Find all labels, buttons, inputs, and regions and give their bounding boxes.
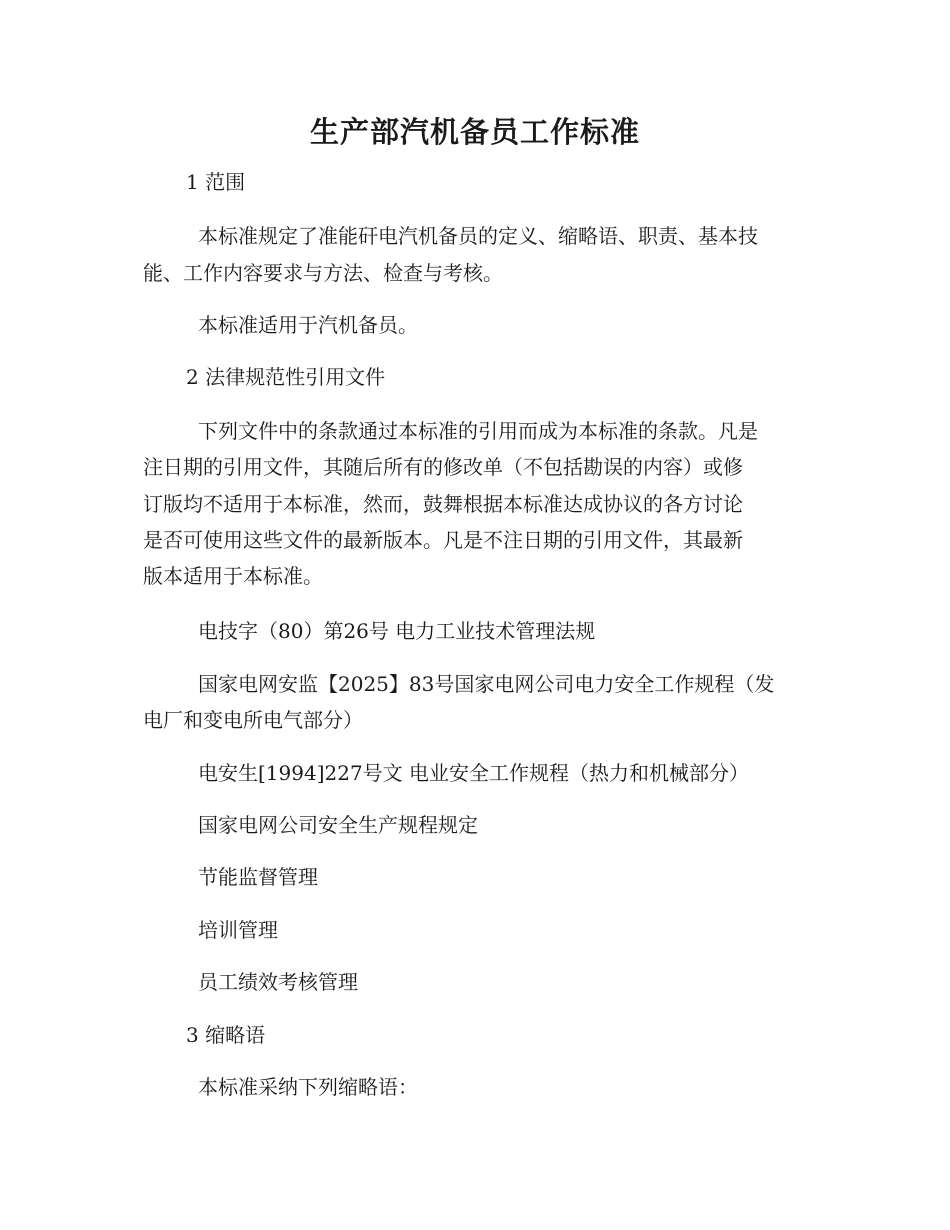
scope-applicability-paragraph: 本标准适用于汽机备员。 <box>198 313 418 337</box>
abbreviations-intro-paragraph: 本标准采纳下列缩略语： <box>198 1075 418 1099</box>
section-3-heading: 3 缩略语 <box>186 1023 266 1047</box>
section-2-heading: 2 法律规范性引用文件 <box>186 365 386 389</box>
reference-item: 员工绩效考核管理 <box>198 970 358 994</box>
references-paragraph-line-4: 是否可使用这些文件的最新版本。凡是不注日期的引用文件，其最新 <box>143 528 743 552</box>
reference-item: 国家电网安监【2025】83号国家电网公司电力安全工作规程（发 <box>198 672 775 696</box>
section-1-heading: 1 范围 <box>186 170 246 194</box>
reference-item-continuation: 电厂和变电所电气部分） <box>143 708 363 732</box>
reference-item: 国家电网公司安全生产规程规定 <box>198 813 478 837</box>
references-paragraph-line-1: 下列文件中的条款通过本标准的引用而成为本标准的条款。凡是 <box>198 419 758 443</box>
reference-item: 节能监督管理 <box>198 865 318 889</box>
scope-paragraph-line-2: 能、工作内容要求与方法、检查与考核。 <box>143 261 503 285</box>
references-paragraph-line-3: 订版均不适用于本标准，然而，鼓舞根据本标准达成协议的各方讨论 <box>143 492 743 516</box>
reference-item: 电技字（80）第26号 电力工业技术管理法规 <box>198 619 596 643</box>
reference-item: 电安生[1994]227号文 电业安全工作规程（热力和机械部分） <box>198 761 750 785</box>
references-paragraph-line-5: 版本适用于本标准。 <box>143 564 323 588</box>
document-title: 生产部汽机备员工作标准 <box>309 115 640 149</box>
scope-paragraph-line-1: 本标准规定了准能矸电汽机备员的定义、缩略语、职责、基本技 <box>198 224 758 248</box>
reference-item: 培训管理 <box>198 918 278 942</box>
references-paragraph-line-2: 注日期的引用文件，其随后所有的修改单（不包括勘误的内容）或修 <box>143 455 743 479</box>
